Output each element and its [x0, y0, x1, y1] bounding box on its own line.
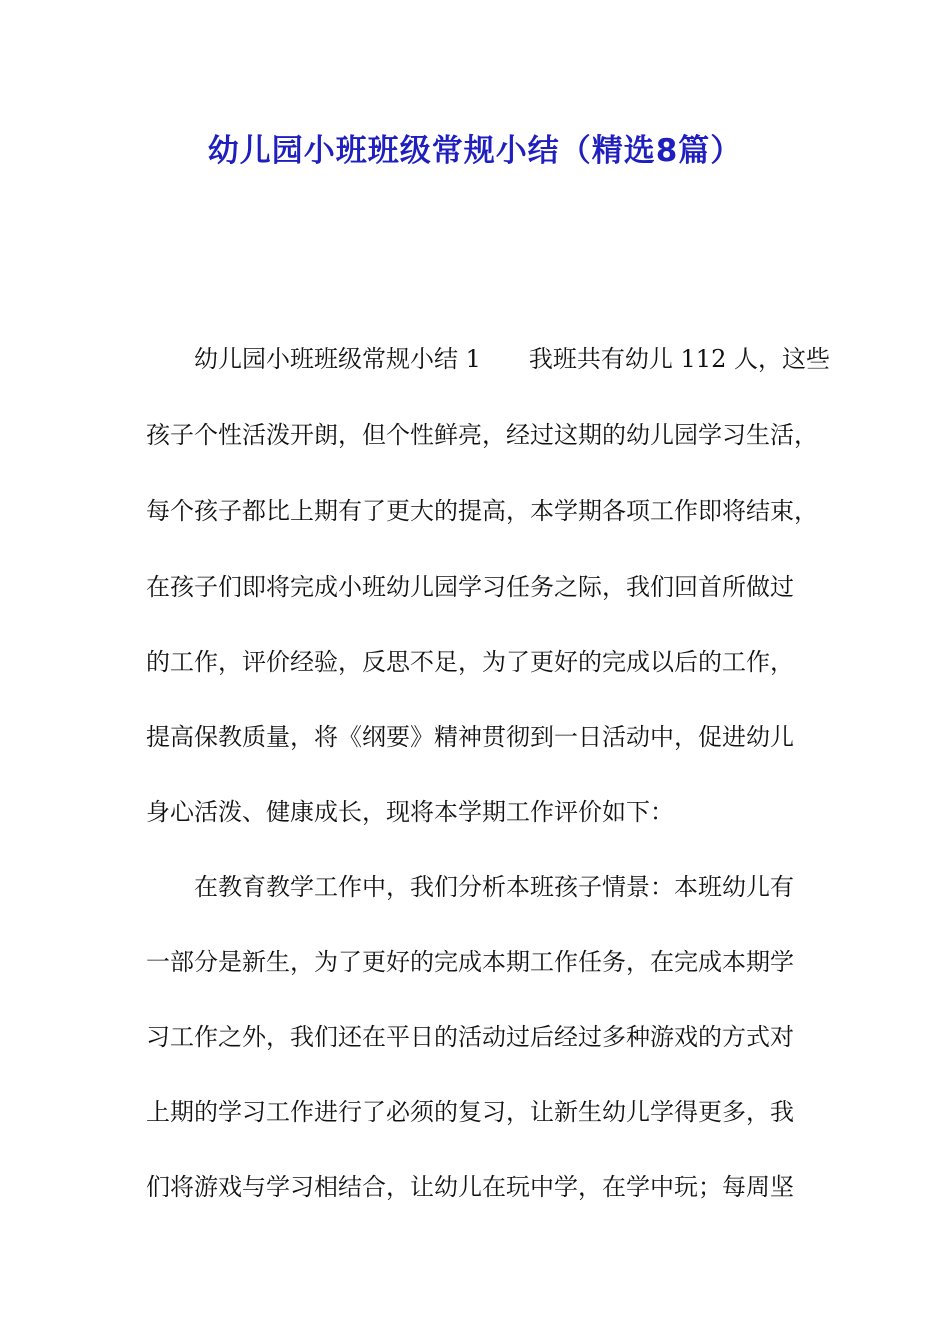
- paragraph-line: 每个孩子都比上期有了更大的提高，本学期各项工作即将结束，: [146, 497, 818, 525]
- document-title: 幼儿园小班班级常规小结（精选8篇）: [207, 133, 743, 169]
- paragraph-line: 在教育教学工作中，我们分析本班孩子情景：本班幼儿有: [194, 873, 794, 901]
- paragraph-line: 身心活泼、健康成长，现将本学期工作评价如下：: [146, 798, 674, 826]
- paragraph-line: 孩子个性活泼开朗，但个性鲜亮，经过这期的幼儿园学习生活，: [146, 421, 818, 449]
- paragraph-line: 习工作之外，我们还在平日的活动过后经过多种游戏的方式对: [146, 1023, 794, 1051]
- paragraph-line: 们将游戏与学习相结合，让幼儿在玩中学，在学中玩；每周坚: [146, 1173, 794, 1201]
- paragraph-line: 提高保教质量，将《纲要》精神贯彻到一日活动中，促进幼儿: [146, 723, 794, 751]
- paragraph-line: 幼儿园小班班级常规小结 1 我班共有幼儿 112 人，这些: [194, 345, 830, 373]
- paragraph-line: 上期的学习工作进行了必须的复习，让新生幼儿学得更多，我: [146, 1098, 794, 1126]
- paragraph-line: 在孩子们即将完成小班幼儿园学习任务之际，我们回首所做过: [146, 573, 794, 601]
- paragraph-line: 的工作，评价经验，反思不足，为了更好的完成以后的工作，: [146, 648, 794, 676]
- paragraph-line: 一部分是新生，为了更好的完成本期工作任务，在完成本期学: [146, 948, 794, 976]
